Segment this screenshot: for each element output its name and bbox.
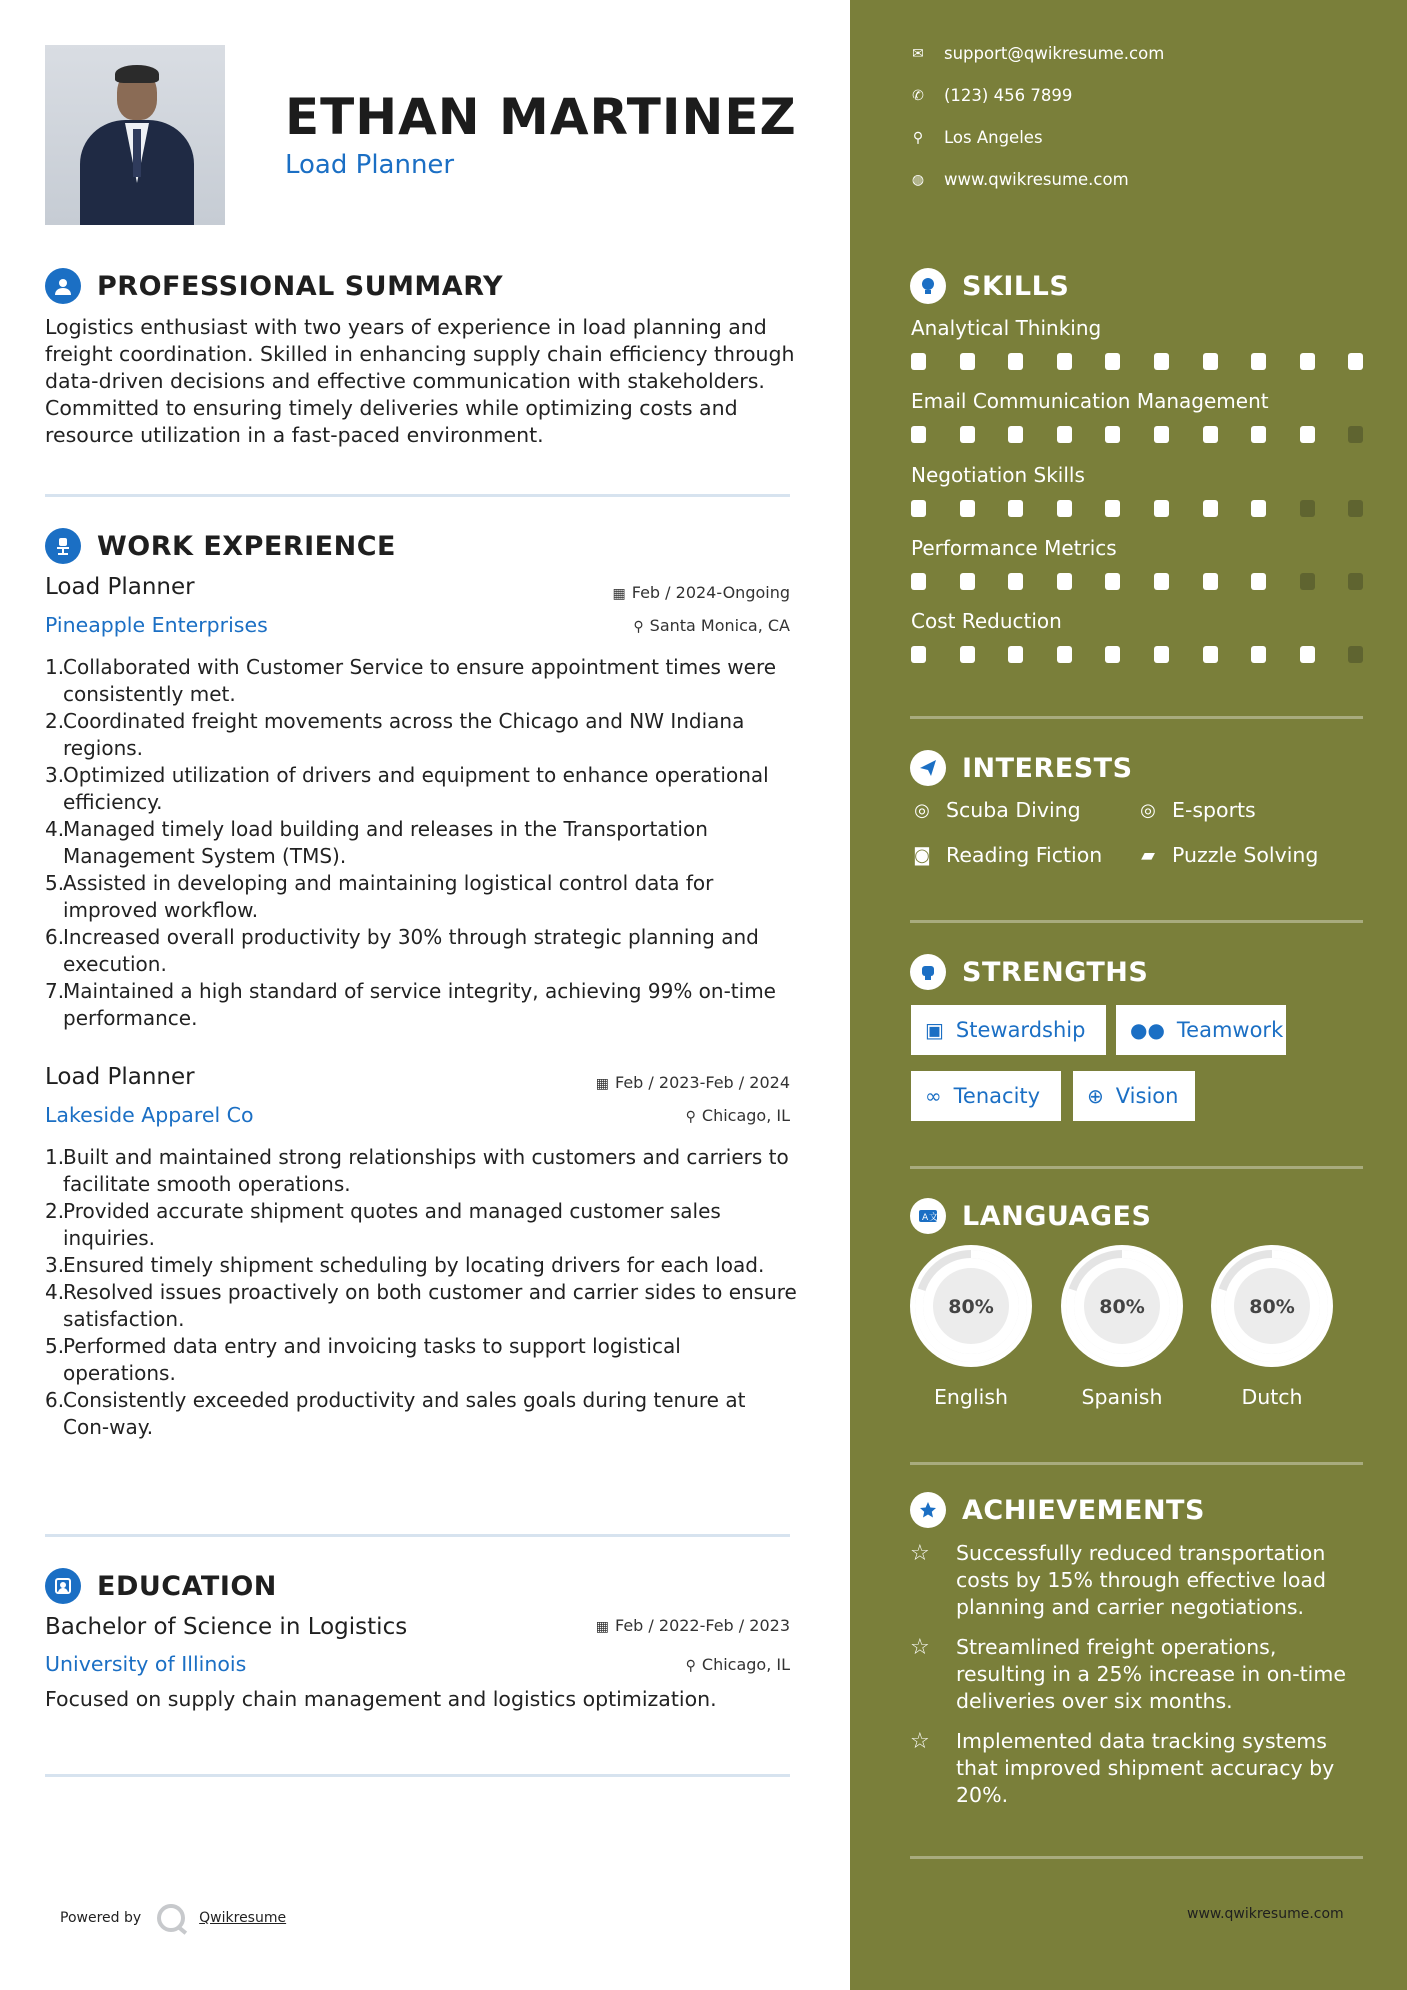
job-title: Load Planner: [45, 574, 195, 600]
rating-dot-filled: [1154, 573, 1169, 590]
chair-icon: [45, 528, 81, 564]
calendar-icon: ▦: [595, 1619, 609, 1635]
language-item: [910, 1245, 1032, 1409]
language-name: Spanish: [1081, 1385, 1163, 1409]
qwikresume-logo-icon: [157, 1904, 185, 1932]
star-badge-icon: [910, 1492, 946, 1528]
skill-rating: [911, 426, 1366, 444]
rating-dot-filled: [1251, 426, 1266, 443]
lifebuoy-icon: ◎: [1140, 799, 1156, 821]
fist-icon: [910, 954, 946, 990]
job-date: ▦ Feb / 2023-Feb / 2024: [595, 1073, 790, 1092]
rating-dot-filled: [1105, 646, 1120, 663]
rating-dot-filled: [1057, 353, 1072, 370]
globe-icon: ◍: [911, 171, 925, 188]
gamepad-icon: ◙: [913, 844, 931, 866]
map-pin-icon: ⚲: [912, 129, 924, 146]
education-date: ▦ Feb / 2022-Feb / 2023: [595, 1616, 790, 1635]
rating-dot-empty: [1348, 426, 1363, 443]
rating-dot-filled: [1105, 500, 1120, 517]
divider: [45, 1534, 790, 1537]
list-item: 5. Assisted in developing and maintaining logistical control data for improved workflow.: [45, 871, 714, 922]
rating-dot-filled: [1105, 353, 1120, 370]
strength-chip: ⊕ Vision: [1073, 1071, 1195, 1121]
translate-icon: [910, 1198, 946, 1234]
rating-dot-filled: [960, 426, 975, 443]
brand-link[interactable]: Qwikresume: [199, 1910, 287, 1926]
skill-name: Negotiation Skills: [911, 463, 1085, 487]
pin-icon: ⚲: [633, 619, 644, 635]
job-date: ▦ Feb / 2024-Ongoing: [612, 583, 790, 602]
rating-dot-filled: [1154, 426, 1169, 443]
divider: [910, 1166, 1363, 1169]
rating-dot-filled: [1300, 646, 1315, 663]
user-icon: [45, 268, 81, 304]
rating-dot-filled: [1008, 573, 1023, 590]
language-percent: 80%: [948, 1296, 994, 1318]
strengths-header: [910, 954, 1148, 990]
list-item: 4. Resolved issues proactively on both customer and carrier sides to ensure satisfaction.: [45, 1280, 797, 1331]
rating-dot-filled: [1251, 353, 1266, 370]
candidate-role: Load Planner: [285, 150, 455, 180]
rating-dot-filled: [911, 426, 926, 443]
strengths-title: STRENGTHS: [962, 956, 1149, 988]
skills-title: SKILLS: [962, 270, 1070, 302]
phone-text: (123) 456 7899: [944, 86, 1073, 105]
job-duties: [45, 1144, 797, 1441]
skill-rating: [911, 646, 1366, 664]
rating-dot-filled: [1251, 573, 1266, 590]
achievement-item: ☆ Streamlined freight operations, resulting in a 25% increase in on-time deliveries over six months.: [910, 1635, 1346, 1713]
language-item: [1061, 1245, 1183, 1409]
rating-dot-filled: [911, 573, 926, 590]
envelope-icon: ✉: [912, 45, 924, 62]
list-item: 7. Maintained a high standard of service integrity, achieving 99% on-time performance.: [45, 979, 776, 1030]
education-location: ⚲ Chicago, IL: [685, 1655, 790, 1674]
contact-website[interactable]: [910, 170, 1129, 189]
achievement-item: ☆ Successfully reduced transportation costs by 15% through effective load planning and carrier negotiations.: [910, 1541, 1326, 1619]
skill-name: Performance Metrics: [911, 536, 1117, 560]
pin-icon: ⚲: [685, 1109, 696, 1125]
binoculars-icon: ⊕: [1087, 1084, 1104, 1108]
divider: [45, 1774, 790, 1777]
rating-dot-filled: [1348, 353, 1363, 370]
graduation-icon: [45, 1568, 81, 1604]
rating-dot-filled: [1008, 426, 1023, 443]
achievements-header: [910, 1492, 1205, 1528]
interest-item: ◎ Scuba Diving: [910, 798, 1081, 822]
rating-dot-filled: [911, 353, 926, 370]
list-item: 6. Consistently exceeded productivity and sales goals during tenure at Con-way.: [45, 1388, 746, 1439]
contact-email[interactable]: [910, 44, 1164, 63]
star-icon: ☆: [910, 1729, 930, 1754]
rating-dot-filled: [1057, 426, 1072, 443]
contact-location: [910, 128, 1043, 147]
list-item: 4. Managed timely load building and releases in the Transportation Management System (TMS).: [45, 817, 708, 868]
rating-dot-filled: [960, 500, 975, 517]
list-item: 1. Built and maintained strong relationships with customers and carriers to facilitate smooth operations.: [45, 1145, 789, 1196]
list-item: 1. Collaborated with Customer Service to ensure appointment times were consistently met.: [45, 655, 777, 706]
list-item: 2. Provided accurate shipment quotes and managed customer sales inquiries.: [45, 1199, 721, 1250]
lightbulb-icon: [910, 268, 946, 304]
lifebuoy-icon: ◎: [914, 799, 930, 821]
summary-title: PROFESSIONAL SUMMARY: [97, 270, 504, 302]
rating-dot-filled: [1008, 500, 1023, 517]
rating-dot-filled: [1203, 646, 1218, 663]
degree: Bachelor of Science in Logistics: [45, 1614, 408, 1640]
book-icon: ▰: [1141, 844, 1155, 866]
divider: [910, 920, 1363, 923]
rating-dot-filled: [960, 646, 975, 663]
work-header: [45, 528, 396, 564]
candidate-name: ETHAN MARTINEZ: [285, 88, 797, 146]
rating-dot-filled: [1057, 573, 1072, 590]
rating-dot-filled: [1008, 353, 1023, 370]
language-item: [1211, 1245, 1333, 1409]
rating-dot-filled: [1203, 426, 1218, 443]
rating-dot-filled: [1203, 353, 1218, 370]
job-title: Load Planner: [45, 1064, 195, 1090]
interests-title: INTERESTS: [962, 752, 1133, 784]
school: University of Illinois: [45, 1652, 247, 1676]
profile-photo: [45, 45, 225, 225]
rating-dot-filled: [1203, 500, 1218, 517]
job-location: ⚲ Santa Monica, CA: [633, 616, 790, 635]
languages-header: [910, 1198, 1151, 1234]
interest-item: ◙ Reading Fiction: [910, 843, 1102, 867]
strength-chip: ●● Teamwork: [1116, 1005, 1286, 1055]
footer-url[interactable]: www.qwikresume.com: [1187, 1906, 1344, 1922]
divider: [45, 494, 790, 497]
star-icon: ☆: [910, 1541, 930, 1566]
interests-header: [910, 750, 1133, 786]
rating-dot-filled: [1057, 646, 1072, 663]
rating-dot-filled: [1154, 500, 1169, 517]
language-percent: 80%: [1099, 1296, 1145, 1318]
star-icon: ☆: [910, 1635, 930, 1660]
rating-dot-filled: [1105, 426, 1120, 443]
list-item: 3. Optimized utilization of drivers and equipment to enhance operational efficiency.: [45, 763, 769, 814]
rating-dot-empty: [1300, 573, 1315, 590]
skill-rating: [911, 353, 1366, 371]
rating-dot-filled: [1251, 500, 1266, 517]
skill-rating: [911, 500, 1366, 518]
rating-dot-filled: [1105, 573, 1120, 590]
job-company: Pineapple Enterprises: [45, 613, 268, 637]
language-gauge: [910, 1245, 1032, 1367]
users-icon: ●●: [1130, 1018, 1165, 1042]
language-gauge: [1211, 1245, 1333, 1367]
education-title: EDUCATION: [97, 1570, 277, 1602]
rating-dot-empty: [1348, 573, 1363, 590]
svg-text:文: 文: [929, 1213, 938, 1223]
skill-name: Analytical Thinking: [911, 316, 1102, 340]
divider: [910, 1856, 1363, 1859]
rating-dot-filled: [1057, 500, 1072, 517]
paper-plane-icon: [910, 750, 946, 786]
rating-dot-filled: [1008, 646, 1023, 663]
divider: [910, 716, 1363, 719]
svg-text:A: A: [922, 1213, 929, 1223]
contact-phone[interactable]: [910, 86, 1072, 105]
list-item: 3. Ensured timely shipment scheduling by locating drivers for each load.: [45, 1253, 765, 1277]
achievement-item: ☆ Implemented data tracking systems that improved shipment accuracy by 20%.: [910, 1729, 1335, 1807]
calendar-icon: ▦: [612, 586, 626, 602]
skill-name: Email Communication Management: [911, 389, 1269, 413]
rating-dot-filled: [1251, 646, 1266, 663]
strength-chip: ▣ Stewardship: [911, 1005, 1106, 1055]
rating-dot-empty: [1300, 500, 1315, 517]
rating-dot-empty: [1348, 500, 1363, 517]
divider: [910, 1462, 1363, 1465]
language-gauge: [1061, 1245, 1183, 1367]
rating-dot-filled: [960, 573, 975, 590]
language-name: Dutch: [1241, 1385, 1303, 1409]
briefcase-icon: ▣: [925, 1018, 944, 1042]
education-description: Focused on supply chain management and logistics optimization.: [45, 1687, 717, 1711]
job-company: Lakeside Apparel Co: [45, 1103, 254, 1127]
rating-dot-filled: [1300, 426, 1315, 443]
list-item: 5. Performed data entry and invoicing tasks to support logistical operations.: [45, 1334, 681, 1385]
languages-title: LANGUAGES: [962, 1200, 1152, 1232]
interest-item: ◎ E-sports: [1136, 798, 1256, 822]
achievements-title: ACHIEVEMENTS: [962, 1494, 1205, 1526]
rating-dot-filled: [911, 646, 926, 663]
powered-by-label: Powered by: [60, 1910, 142, 1926]
skills-header: [910, 268, 1069, 304]
list-item: 2. Coordinated freight movements across the Chicago and NW Indiana regions.: [45, 709, 745, 760]
rating-dot-filled: [911, 500, 926, 517]
email-text: support@qwikresume.com: [944, 44, 1165, 63]
job-duties: [45, 654, 797, 1032]
powered-by: [60, 1904, 286, 1932]
job-location: ⚲ Chicago, IL: [685, 1106, 790, 1125]
rating-dot-filled: [960, 353, 975, 370]
language-name: English: [933, 1385, 1009, 1409]
skill-rating: [911, 573, 1366, 591]
language-percent: 80%: [1249, 1296, 1295, 1318]
rating-dot-filled: [1154, 646, 1169, 663]
rating-dot-empty: [1348, 646, 1363, 663]
education-header: [45, 1568, 277, 1604]
pin-icon: ⚲: [685, 1658, 696, 1674]
summary-text: Logistics enthusiast with two years of experience in load planning and freight coordination. Skilled in enhancing supply chain efficiency through data-driven decisions and effective communication with stakeholders. Committed to ensuring timely deliveries while optimizing costs and resource utilization in a fast-paced environment.: [45, 315, 795, 447]
rating-dot-filled: [1300, 353, 1315, 370]
rating-dot-filled: [1154, 353, 1169, 370]
work-title: WORK EXPERIENCE: [97, 530, 396, 562]
skill-name: Cost Reduction: [911, 609, 1062, 633]
list-item: 6. Increased overall productivity by 30% through strategic planning and execution.: [45, 925, 759, 976]
summary-header: [45, 268, 503, 304]
link-icon: ∞: [925, 1084, 942, 1108]
interest-item: ▰ Puzzle Solving: [1136, 843, 1318, 867]
phone-icon: ✆: [912, 87, 924, 104]
website-text: www.qwikresume.com: [944, 170, 1129, 189]
rating-dot-filled: [1203, 573, 1218, 590]
strength-chip: ∞ Tenacity: [911, 1071, 1061, 1121]
location-text: Los Angeles: [944, 128, 1043, 147]
calendar-icon: ▦: [595, 1076, 609, 1092]
